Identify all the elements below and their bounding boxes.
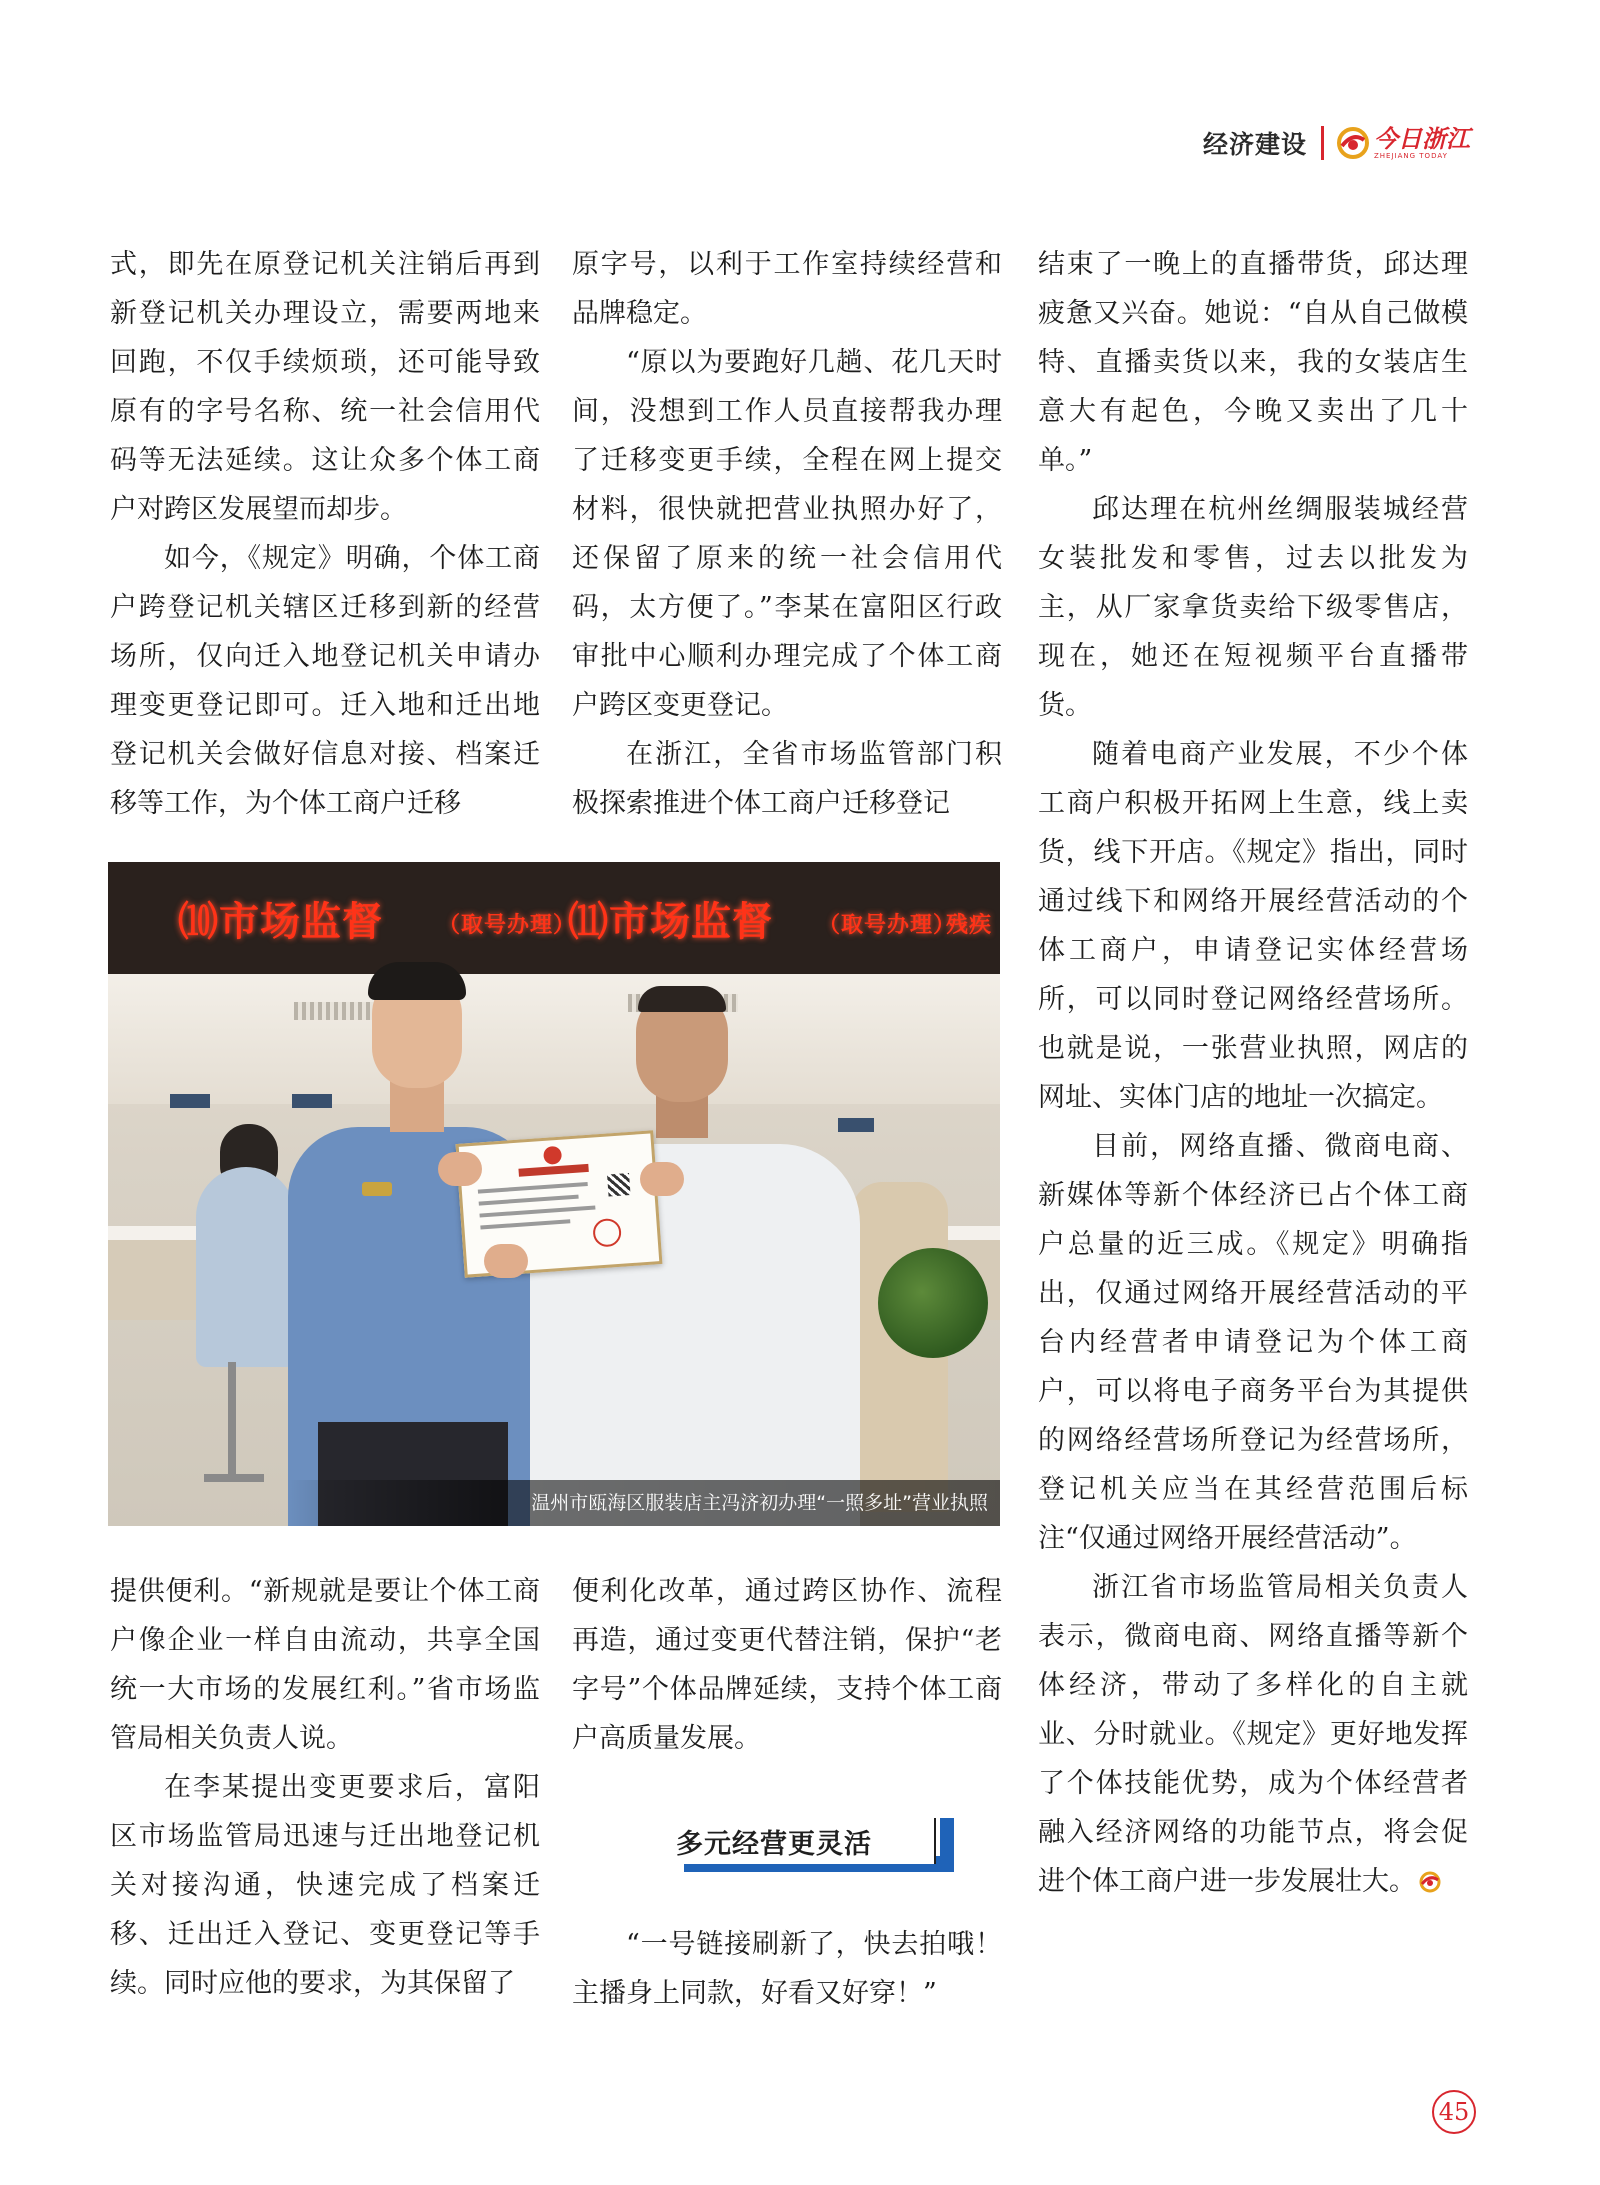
shop-owner-hair	[638, 986, 726, 1012]
license-title-bar	[518, 1164, 588, 1177]
magazine-logo	[1336, 123, 1470, 161]
paragraph: 在浙江，全省市场监管部门积极探索推进个体工商户迁移登记	[572, 739, 1002, 819]
section-subheading	[634, 1818, 954, 1904]
header-divider	[1321, 126, 1324, 160]
paragraph: 结束了一晚上的直播带货，邱达理疲惫又兴奋。她说：“自从自己做模特、直播卖货以来，我的女装店生意大有起色，今晚又卖出了几十单。”	[1038, 249, 1468, 476]
paragraph: “原以为要跑好几趟、花几天时间，没想到工作人员直接帮我办理了迁移变更手续，全程在网上提交材料，很快就把营业执照办好了，还保留了原来的统一社会信用代码，太方便了。”李某在富阳区行政审批中心顺利办理完成了个体工商户跨区变更登记。	[572, 347, 1002, 721]
license-line	[478, 1182, 588, 1194]
column-1-top	[110, 240, 540, 828]
led-text: ⑾市场监督	[568, 899, 773, 945]
paragraph: 邱达理在杭州丝绸服装城经营女装批发和零售，过去以批发为主，从厂家拿货卖给下级零售店，现在，她还在短视频平台直播带货。	[1038, 494, 1468, 721]
column-2-top	[572, 240, 1002, 828]
column-1-bottom	[110, 1567, 540, 2008]
paragraph	[1038, 1563, 1468, 1906]
column-3	[1038, 240, 1468, 1906]
potted-plant	[878, 1248, 988, 1358]
subheading-text: 多元经营更灵活	[676, 1829, 872, 1860]
column-2-after-subheading	[572, 1920, 1002, 2018]
uniform-badge	[362, 1182, 392, 1196]
paragraph: 目前，网络直播、微商电商、新媒体等新个体经济已占个体工商户总量的近三成。《规定》明确指出，仅通过网络开展经营活动的平台内经营者申请登记为个体工商户，可以将电子商务平台为其提供的网络经营场所登记为经营场所，登记机关应当在其经营范围后标注“仅通过网络开展经营活动”。	[1038, 1131, 1468, 1554]
end-mark-icon	[1418, 1870, 1442, 1894]
page-number: 45	[1432, 2090, 1476, 2134]
paragraph: “一号链接刷新了，快去拍哦！主播身上同款，好看又好穿！”	[572, 1929, 1002, 2009]
paragraph: 便利化改革，通过跨区协作、流程再造，通过变更代替注销，保护“老字号”个体品牌延续，支持个体工商户高质量发展。	[572, 1576, 1002, 1754]
paragraph: 在李某提出变更要求后，富阳区市场监管局迅速与迁出地登记机关对接沟通，快速完成了档案迁移、迁出迁入登记、变更登记等手续。同时应他的要求，为其保留了	[110, 1772, 540, 1999]
column-2-bottom	[572, 1567, 1002, 1763]
paragraph: 随着电商产业发展，不少个体工商户积极开拓网上生意，线上卖货，线下开店。《规定》指出，同时通过线下和网络开展经营活动的个体工商户，申请登记实体经营场所，可以同时登记网络经营场所。也就是说，一张营业执照，网店的网址、实体门店的地址一次搞定。	[1038, 739, 1468, 1113]
window-sign	[170, 1094, 210, 1108]
paragraph: 式，即先在原登记机关注销后再到新登记机关办理设立，需要两地来回跑，不仅手续烦琐，还可能导致原有的字号名称、统一社会信用代码等无法延续。这让众多个体工商户对跨区发展望而却步。	[110, 249, 540, 525]
news-photo	[108, 862, 1000, 1526]
background-person	[196, 1167, 296, 1367]
logo-chinese: 今日浙江	[1374, 123, 1470, 153]
page-header	[1203, 118, 1470, 168]
officer-hair	[368, 962, 466, 1000]
section-name: 经济建设	[1202, 130, 1307, 159]
paragraph-text: 浙江省市场监管局相关负责人表示，微商电商、网络直播等新个体经济，带动了多样化的自主就业、分时就业。《规定》更好地发挥了个体技能优势，成为个体经营者融入经济网络的功能节点，将会促进个体工商户进一步发展壮大。	[1038, 1572, 1468, 1897]
paragraph: 如今，《规定》明确，个体工商户跨登记机关辖区迁移到新的经营场所，仅向迁入地登记机关申请办理变更登记即可。迁入地和迁出地登记机关会做好信息对接、档案迁移等工作，为个体工商户迁移	[110, 543, 540, 819]
zhejiang-today-logo-icon	[1336, 126, 1370, 160]
led-banner	[108, 862, 1000, 974]
led-note: 残疾	[946, 913, 993, 938]
national-emblem-icon	[543, 1146, 562, 1165]
ceiling-vent	[294, 1002, 382, 1020]
window-sign	[292, 1094, 332, 1108]
led-note: （取号办理）	[818, 913, 957, 938]
hand	[438, 1152, 482, 1186]
hand	[640, 1162, 684, 1196]
paragraph: 原字号，以利于工作室持续经营和品牌稳定。	[572, 249, 1002, 329]
stool-leg	[228, 1362, 236, 1482]
subheading-accent-bar	[940, 1818, 954, 1872]
ceiling	[108, 974, 1000, 1104]
paragraph: 提供便利。“新规就是要让个体工商户像企业一样自由流动，共享全国统一大市场的发展红利。”省市场监管局相关负责人说。	[110, 1576, 540, 1754]
license-line	[479, 1205, 595, 1217]
logo-english: ZHEJIANG TODAY	[1374, 151, 1448, 160]
license-line	[480, 1219, 570, 1229]
window-sign	[838, 1118, 874, 1132]
led-text: ⑽市场监督	[178, 899, 383, 945]
photo-caption: 温州市瓯海区服装店主冯济初办理“一照多址”营业执照	[108, 1480, 1000, 1526]
hand	[484, 1244, 528, 1278]
license-line	[479, 1195, 579, 1206]
qr-code-icon	[607, 1173, 630, 1196]
led-note: （取号办理）	[438, 913, 577, 938]
seal-icon	[592, 1218, 622, 1248]
